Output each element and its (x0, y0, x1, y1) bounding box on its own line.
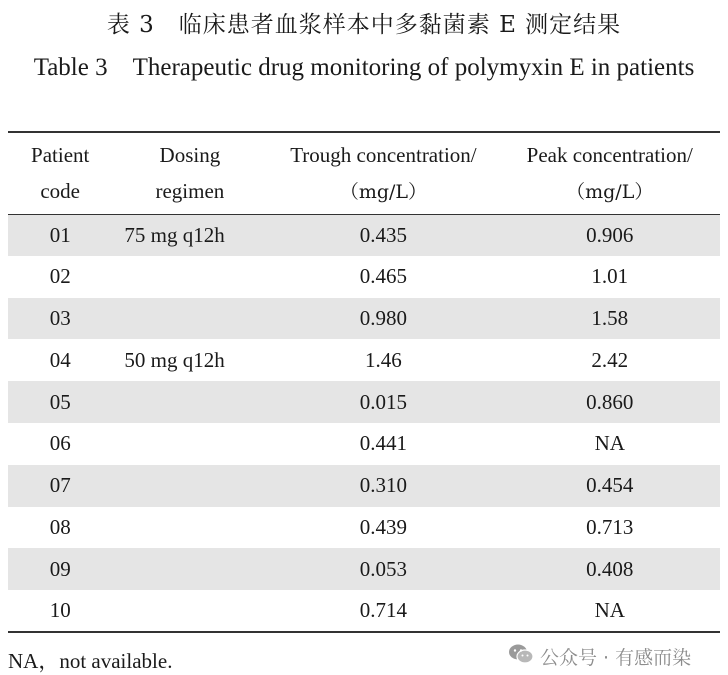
cell-patient-code: 04 (49, 347, 71, 372)
cell-trough: 0.714 (267, 590, 499, 632)
table-row (8, 507, 720, 549)
header-trough-concentration (267, 132, 499, 214)
cell-peak: 0.713 (586, 514, 634, 539)
watermark (508, 643, 691, 670)
cell-trough: 0.310 (267, 465, 499, 507)
cell-dosing-regimen (112, 256, 267, 298)
cell-trough: 0.439 (359, 514, 408, 539)
cell-patient-code: 09 (8, 548, 112, 590)
header-patient-line2: code (40, 179, 81, 204)
table-row (8, 590, 720, 632)
cell-peak: 2.42 (591, 347, 629, 372)
cell-trough: 0.053 (267, 548, 499, 590)
header-patient-line1: Patient (31, 143, 90, 168)
table-row (8, 548, 720, 590)
cell-patient-code: 07 (8, 465, 112, 507)
cell-peak: 0.860 (499, 381, 720, 423)
header-peak-unit: （mg/L） (566, 180, 654, 203)
watermark-text: 公众号 · 有感而染 (540, 647, 692, 669)
table-row (8, 423, 720, 465)
cell-trough: 0.980 (267, 298, 499, 340)
cell-dosing-regimen (112, 381, 267, 423)
cell-trough: 0.015 (267, 381, 499, 423)
wechat-icon (508, 643, 534, 670)
header-row (8, 132, 720, 214)
table-row (8, 465, 720, 507)
table-title-chinese: 表 3 临床患者血浆样本中多黏菌素 E 测定结果 (106, 12, 622, 38)
cell-trough: 0.435 (267, 214, 499, 256)
cell-dosing-regimen (112, 298, 267, 340)
header-patient-code (8, 132, 112, 214)
cell-peak: 1.01 (591, 264, 629, 289)
cell-patient-code: 05 (8, 381, 112, 423)
header-peak-concentration (499, 132, 720, 214)
cell-dosing-regimen (112, 590, 267, 632)
cell-patient-code: 06 (49, 431, 71, 456)
cell-peak: 1.58 (499, 298, 720, 340)
cell-patient-code: 08 (49, 514, 71, 539)
cell-dosing-regimen: 50 mg q12h (124, 347, 225, 372)
header-dosing-line2: regimen (155, 179, 225, 204)
cell-trough: 0.441 (359, 431, 408, 456)
cell-peak: NA (594, 431, 625, 456)
header-trough-unit: （mg/L） (339, 180, 428, 203)
cell-trough: 1.46 (365, 347, 402, 372)
table-title-english: Table 3 Therapeutic drug monitoring of polymyxin E in patients (33, 54, 695, 81)
cell-peak: 0.906 (499, 214, 720, 256)
cell-dosing-regimen: 75 mg q12h (112, 214, 267, 256)
table-row (8, 381, 720, 423)
cell-peak: 0.408 (499, 548, 720, 590)
cell-dosing-regimen (112, 507, 267, 549)
table-footnote: NA，not available. (8, 649, 173, 673)
table-row (8, 256, 720, 298)
cell-dosing-regimen (112, 548, 267, 590)
table-row (8, 298, 720, 340)
cell-patient-code: 10 (8, 590, 112, 632)
cell-patient-code: 02 (49, 264, 71, 289)
header-dosing-regimen (112, 132, 267, 214)
header-trough-line1: Trough concentration/ (290, 142, 477, 167)
results-table (8, 131, 720, 633)
header-dosing-line1: Dosing (159, 143, 221, 168)
cell-peak: NA (499, 590, 720, 632)
header-peak-line1: Peak concentration/ (526, 142, 693, 167)
table-row (8, 339, 720, 381)
cell-dosing-regimen (112, 423, 267, 465)
table-row (8, 214, 720, 256)
cell-patient-code: 01 (8, 214, 112, 256)
cell-patient-code: 03 (8, 298, 112, 340)
cell-peak: 0.454 (499, 465, 720, 507)
cell-dosing-regimen (112, 465, 267, 507)
cell-trough: 0.465 (359, 264, 408, 289)
